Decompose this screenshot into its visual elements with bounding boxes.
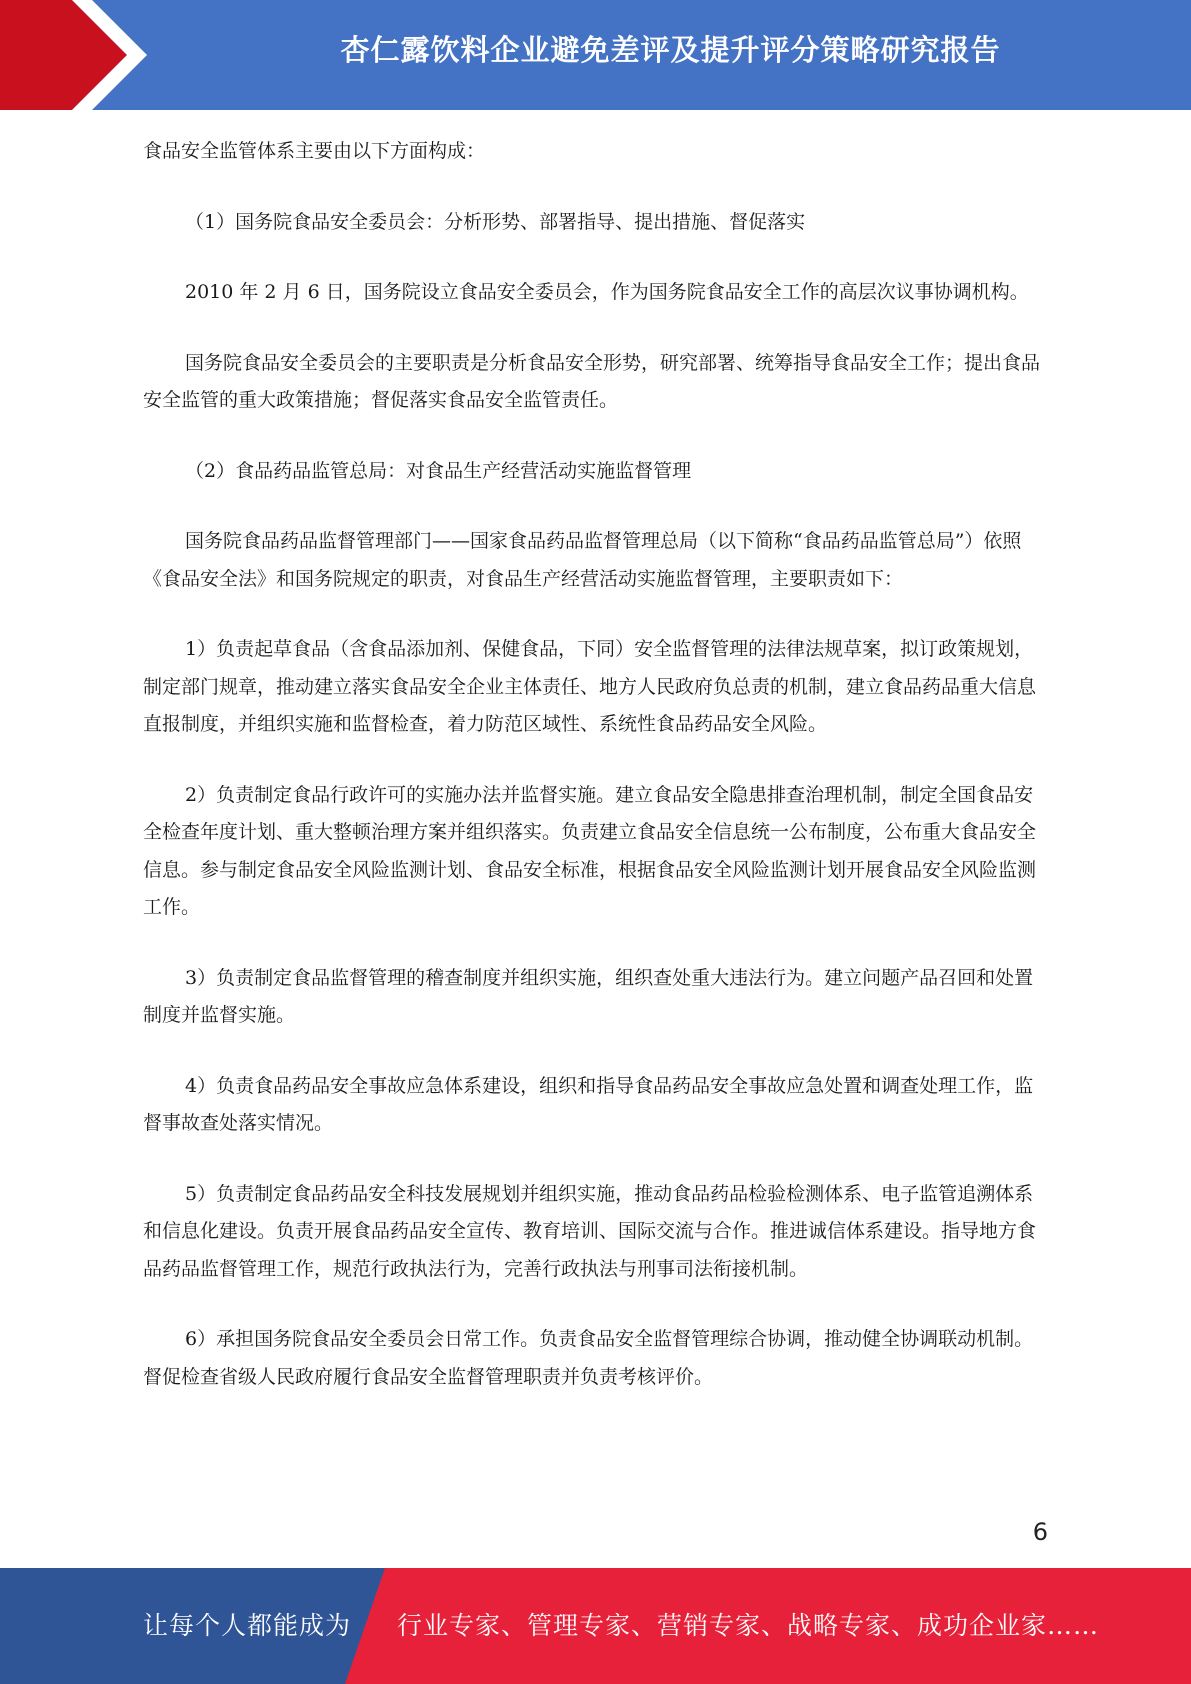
document-title: 杏仁露饮料企业避免差评及提升评分策略研究报告	[340, 33, 1001, 67]
paragraph: 2010 年 2 月 6 日，国务院设立食品安全委员会，作为国务院食品安全工作的高层次议事协调机构。	[185, 281, 1029, 303]
list-item: 3）负责制定食品监督管理的稽查制度并组织实施，组织查处重大违法行为。建立问题产品召回和处置制度并监督实施。	[143, 966, 1034, 1026]
list-item: 6）承担国务院食品安全委员会日常工作。负责食品安全监督管理综合协调，推动健全协调联动机制。督促检查省级人民政府履行食品安全监督管理职责并负责考核评价。	[143, 1328, 1034, 1388]
document-body	[143, 133, 1048, 1396]
page-number: 6	[1032, 1518, 1048, 1546]
list-item: 5）负责制定食品药品安全科技发展规划并组织实施，推动食品药品检验检测体系、电子监管追溯体系和信息化建设。负责开展食品药品安全宣传、教育培训、国际交流与合作。推进诚信体系建设。指导地方食品药品监督管理工作，规范行政执法行为，完善行政执法与刑事司法衔接机制。	[143, 1182, 1037, 1280]
list-item: 4）负责食品药品安全事故应急体系建设，组织和指导食品药品安全事故应急处置和调查处理工作，监督事故查处落实情况。	[143, 1074, 1034, 1134]
page-footer	[0, 1568, 1191, 1684]
header-chevron-decoration	[0, 0, 170, 110]
footer-slogan-left: 让每个人都能成为	[143, 1611, 352, 1640]
page-header	[0, 0, 1191, 110]
list-item: 2）负责制定食品行政许可的实施办法并监督实施。建立食品安全隐患排查治理机制，制定全国食品安全检查年度计划、重大整顿治理方案并组织落实。负责建立食品安全信息统一公布制度，公布重大食品安全信息。参与制定食品安全风险监测计划、食品安全标准，根据食品安全风险监测计划开展食品安全风险监测工作。	[143, 783, 1037, 918]
footer-slogan-right: 行业专家、管理专家、营销专家、战略专家、成功企业家……	[397, 1611, 1100, 1640]
section-heading: （1）国务院食品安全委员会：分析形势、部署指导、提出措施、督促落实	[185, 210, 806, 233]
paragraph: 国务院食品安全委员会的主要职责是分析食品安全形势，研究部署、统筹指导食品安全工作；提出食品安全监管的重大政策措施；督促落实食品安全监管责任。	[143, 351, 1041, 411]
paragraph: 国务院食品药品监督管理部门——国家食品药品监督管理总局（以下简称“食品药品监管总局”）依照《食品安全法》和国务院规定的职责，对食品生产经营活动实施监督管理，主要职责如下：	[143, 530, 1022, 590]
list-item: 1）负责起草食品（含食品添加剂、保健食品，下同）安全监督管理的法律法规草案，拟订政策规划，制定部门规章，推动建立落实食品安全企业主体责任、地方人民政府负总责的机制，建立食品药品重大信息直报制度，并组织实施和监督检查，着力防范区域性、系统性食品药品安全风险。	[143, 638, 1037, 735]
section-heading: （2）食品药品监管总局：对食品生产经营活动实施监督管理	[185, 459, 692, 482]
paragraph: 食品安全监管体系主要由以下方面构成：	[143, 140, 486, 162]
